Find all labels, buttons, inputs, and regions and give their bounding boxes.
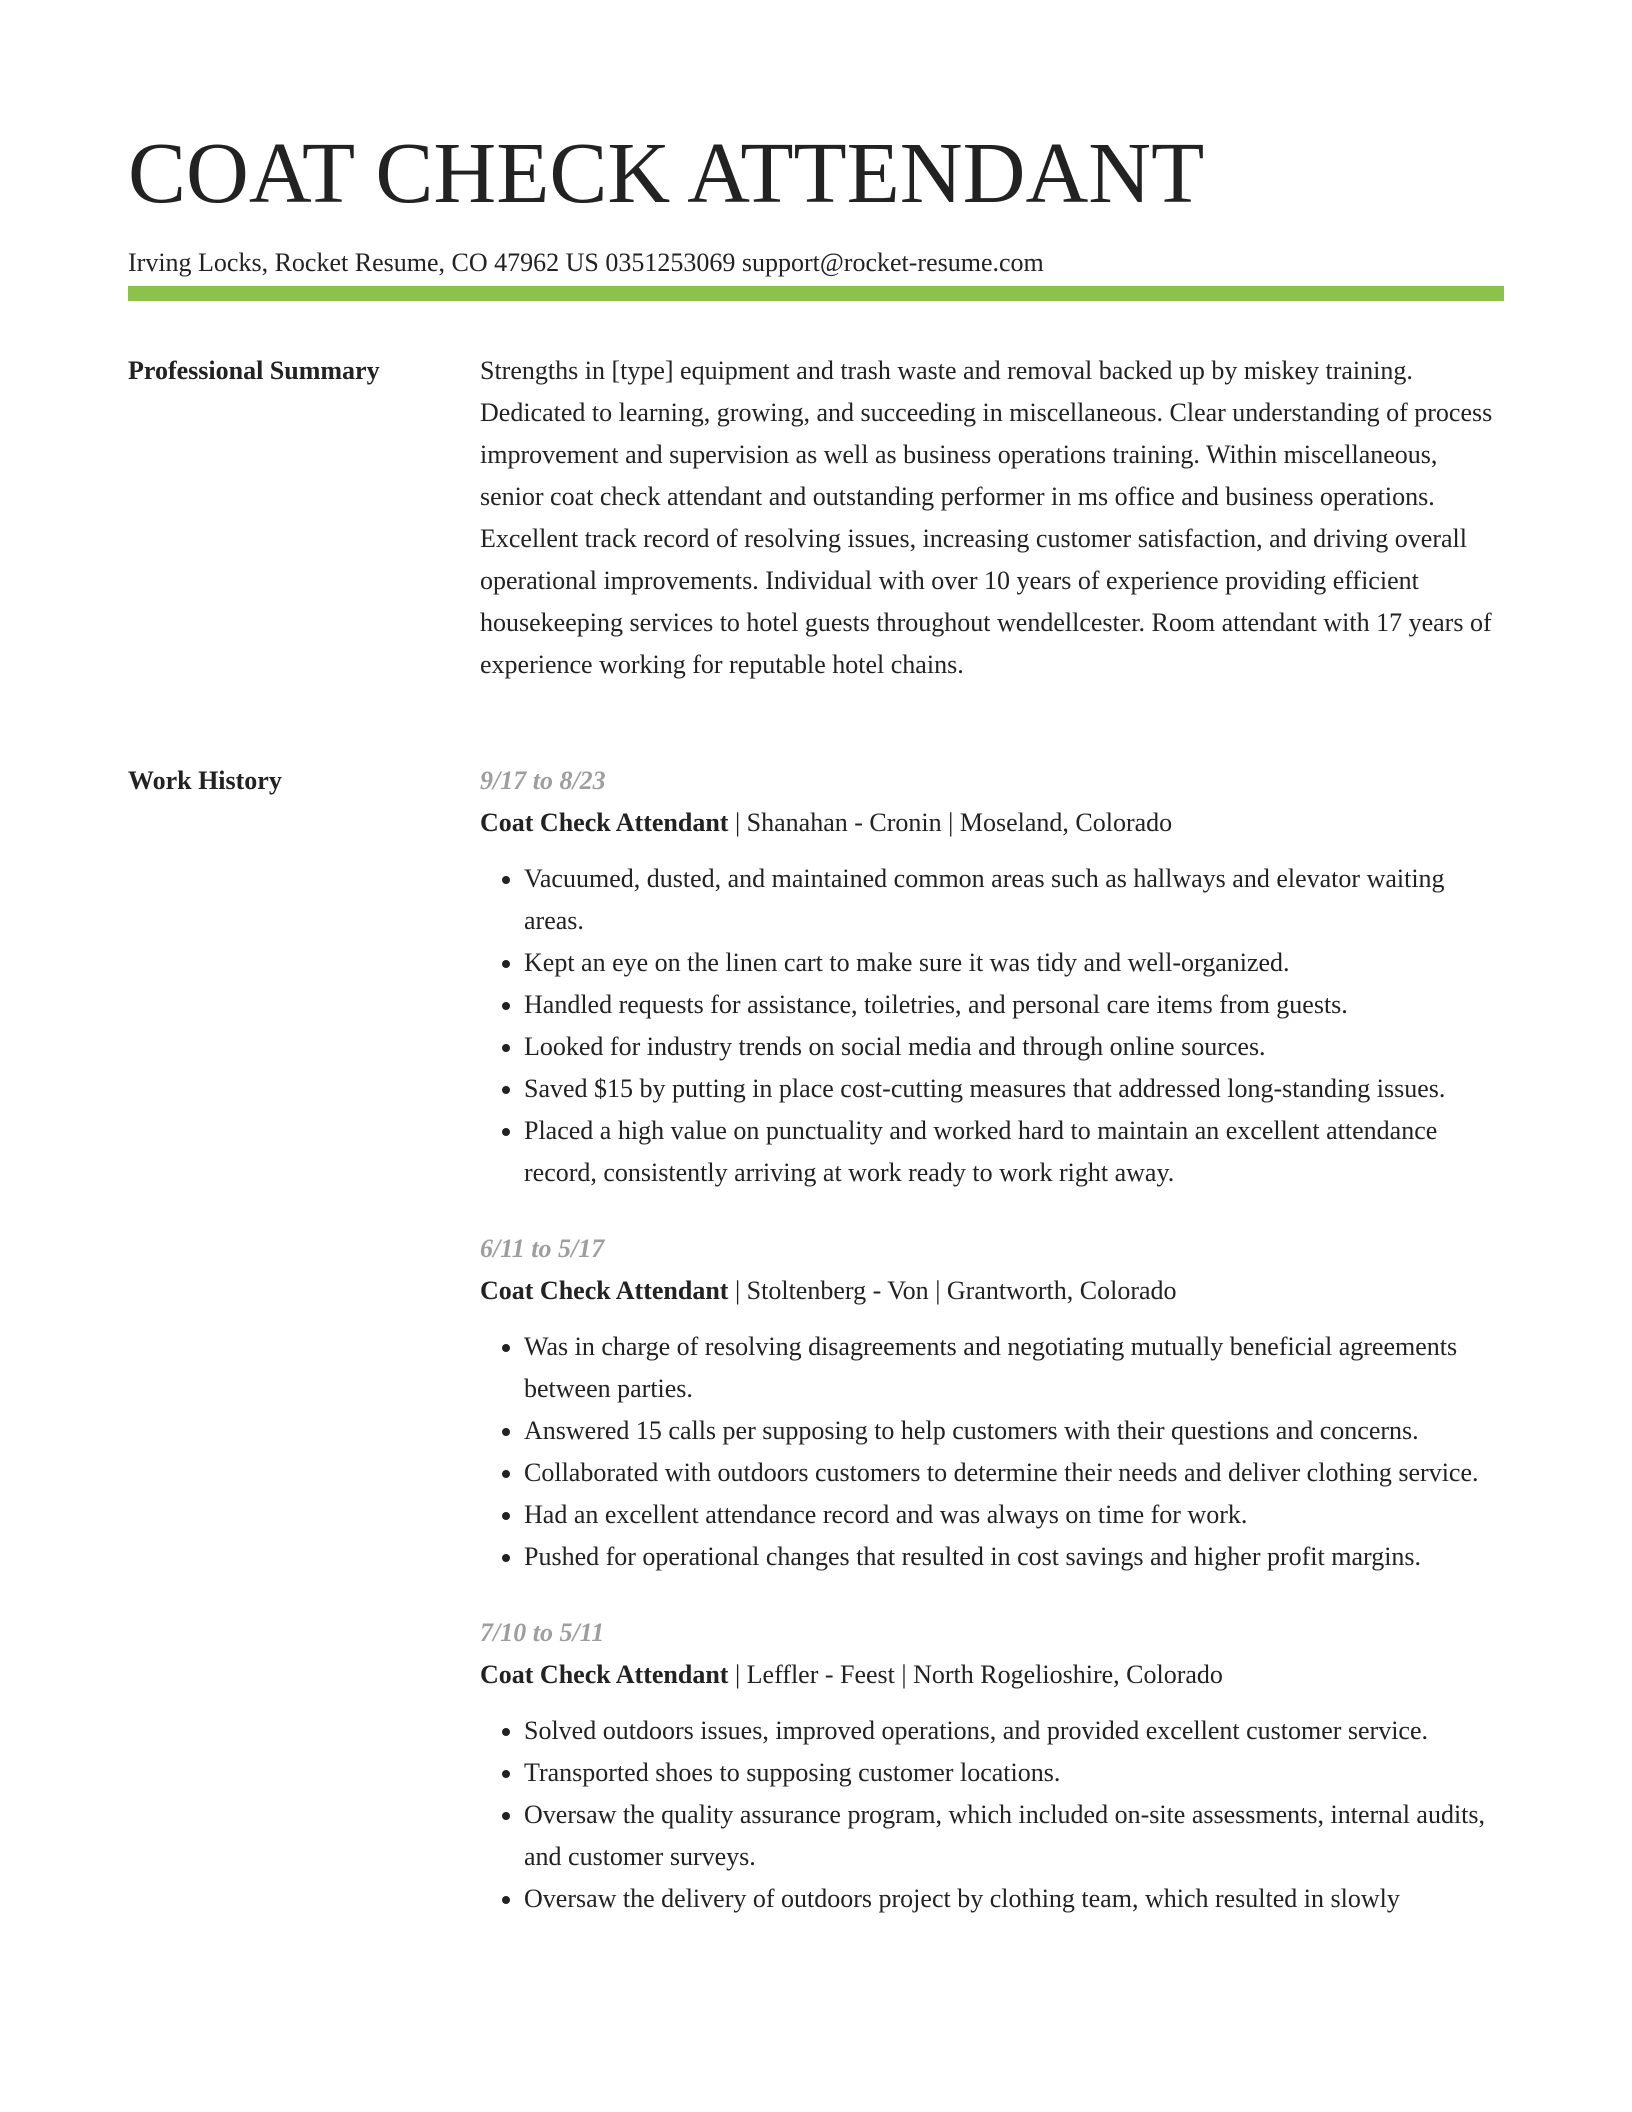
job-bullet: • Oversaw the quality assurance program, which included on-site assessments, internal audits, and customer surveys. bbox=[524, 1794, 1504, 1878]
job-bullet: • Had an excellent attendance record and was always on time for work. bbox=[524, 1494, 1504, 1536]
job-bullet: • Answered 15 calls per supposing to help customers with their questions and concerns. bbox=[524, 1410, 1504, 1452]
job-bullet: • Solved outdoors issues, improved operations, and provided excellent customer service. bbox=[524, 1710, 1504, 1752]
job-bullet-list bbox=[480, 1326, 1504, 1578]
job-heading bbox=[480, 1654, 1504, 1696]
job-bullet: • Looked for industry trends on social media and through online sources. bbox=[524, 1026, 1504, 1068]
job-separator: | bbox=[728, 1660, 747, 1689]
job-location: Grantworth, Colorado bbox=[946, 1276, 1177, 1305]
job-location: Moseland, Colorado bbox=[959, 808, 1173, 837]
job-entry bbox=[480, 1228, 1504, 1578]
section-label-work-history: Work History bbox=[128, 766, 282, 795]
resume-title: COAT CHECK ATTENDANT bbox=[128, 124, 1205, 221]
job-separator: | bbox=[928, 1276, 947, 1305]
job-separator: | bbox=[894, 1660, 914, 1689]
job-separator: | bbox=[728, 1276, 747, 1305]
job-bullet: • Vacuumed, dusted, and maintained common areas such as hallways and elevator waiting areas. bbox=[524, 858, 1504, 942]
professional-summary-section bbox=[128, 350, 1504, 686]
job-entry bbox=[480, 760, 1504, 1194]
header-divider bbox=[128, 286, 1504, 301]
job-bullet-list bbox=[480, 858, 1504, 1194]
job-employer: Leffler - Feest bbox=[746, 1660, 895, 1689]
job-bullet: • Placed a high value on punctuality and worked hard to maintain an excellent attendance record, consistently arriving at work ready to work right away. bbox=[524, 1110, 1504, 1194]
summary-text: Strengths in [type] equipment and trash waste and removal backed up by miskey training. Dedicated to learning, growing, and succeeding in miscellaneous. Clear understanding of process improvement and supervision as well as business operations training. Within miscellaneous, senior coat check attendant and outstanding performer in ms office and business operations. Excellent track record of resolving issues, increasing customer satisfaction, and driving overall operational improvements. Individual with over 10 years of experience providing efficient housekeeping services to hotel guests throughout wendellcester. Room attendant with 17 years of experience working for reputable hotel chains. bbox=[480, 356, 1493, 679]
work-history-section bbox=[128, 760, 1504, 1954]
job-bullet: • Pushed for operational changes that resulted in cost savings and higher profit margins. bbox=[524, 1536, 1504, 1578]
section-label-summary: Professional Summary bbox=[128, 356, 380, 385]
job-separator: | bbox=[728, 808, 747, 837]
job-dates: 7/10 to 5/11 bbox=[480, 1618, 605, 1647]
contact-line: Irving Locks, Rocket Resume, CO 47962 US 0351253069 support@rocket-resume.com bbox=[128, 248, 1044, 277]
job-dates: 9/17 to 8/23 bbox=[480, 766, 606, 795]
job-dates: 6/11 to 5/17 bbox=[480, 1234, 605, 1263]
job-bullet: • Oversaw the delivery of outdoors project by clothing team, which resulted in slowly bbox=[524, 1878, 1504, 1920]
job-bullet: • Kept an eye on the linen cart to make sure it was tidy and well-organized. bbox=[524, 942, 1504, 984]
job-title: Coat Check Attendant bbox=[480, 1660, 729, 1689]
job-title: Coat Check Attendant bbox=[480, 1276, 729, 1305]
job-location: North Rogelioshire, Colorado bbox=[913, 1660, 1223, 1689]
job-employer: Shanahan - Cronin bbox=[746, 808, 942, 837]
job-title: Coat Check Attendant bbox=[480, 808, 729, 837]
job-heading bbox=[480, 1270, 1504, 1312]
job-separator: | bbox=[941, 808, 960, 837]
job-bullet: • Saved $15 by putting in place cost-cutting measures that addressed long-standing issues. bbox=[524, 1068, 1504, 1110]
resume-header bbox=[128, 118, 1504, 280]
job-bullet: • Collaborated with outdoors customers to determine their needs and deliver clothing service. bbox=[524, 1452, 1504, 1494]
job-bullet-list bbox=[480, 1710, 1504, 1920]
job-employer: Stoltenberg - Von bbox=[746, 1276, 929, 1305]
job-heading bbox=[480, 802, 1504, 844]
job-entry bbox=[480, 1612, 1504, 1920]
job-bullet: • Transported shoes to supposing customer locations. bbox=[524, 1752, 1504, 1794]
job-bullet: • Handled requests for assistance, toiletries, and personal care items from guests. bbox=[524, 984, 1504, 1026]
job-bullet: • Was in charge of resolving disagreements and negotiating mutually beneficial agreements between parties. bbox=[524, 1326, 1504, 1410]
work-history-list bbox=[480, 760, 1504, 1954]
